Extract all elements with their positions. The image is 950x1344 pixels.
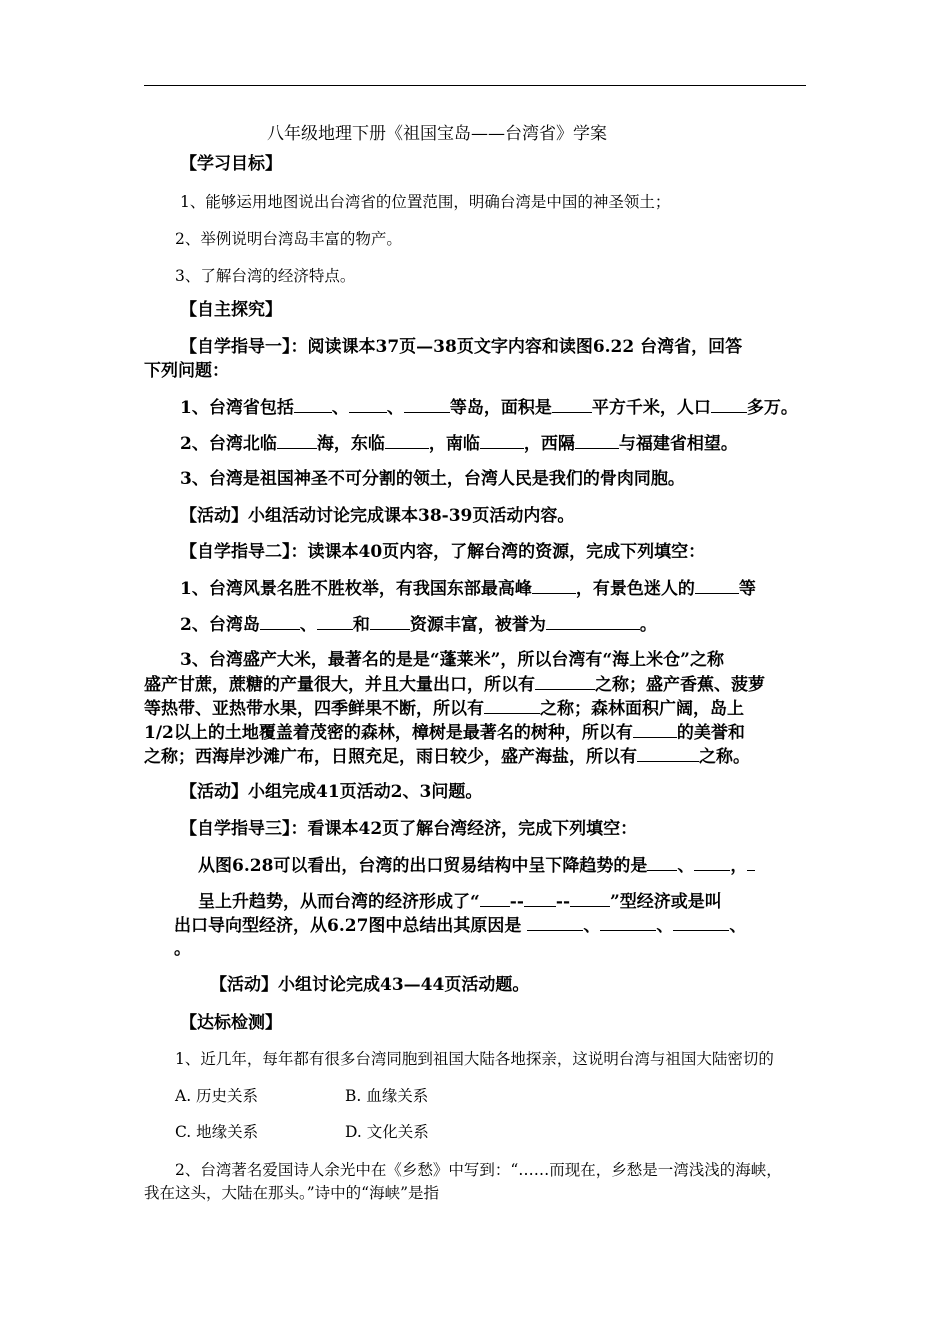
- guide1-head: 【自学指导一】: [180, 337, 291, 357]
- fill-blank: [532, 578, 576, 594]
- section-header-test: 【达标检测】: [180, 1013, 282, 1033]
- option-d: D. 文化关系: [345, 1123, 429, 1141]
- test-q2-line2: 我在这头，大陆在那头。”诗中的“海峡”是指: [144, 1184, 440, 1202]
- fill-blank: [317, 614, 353, 630]
- fill-blank: [552, 397, 592, 413]
- page-title: 八年级地理下册《祖国宝岛——台湾省》学案: [267, 124, 607, 144]
- goal-1: 1、能够运用地图说出台湾省的位置范围，明确台湾是中国的神圣领土；: [180, 193, 671, 211]
- guide3-line4: 。: [174, 939, 191, 959]
- fill-blank: [747, 855, 755, 871]
- fill-blank: [535, 674, 595, 690]
- activity1: 【活动】小组活动讨论完成课本38-39页活动内容。: [180, 506, 575, 526]
- fill-blank: [711, 397, 747, 413]
- guide3-line1: 从图6.28可以看出，台湾的出口贸易结构中呈下降趋势的是 、 ，: [198, 855, 755, 876]
- fill-blank: [633, 722, 677, 738]
- fill-blank: [575, 433, 619, 449]
- fill-blank: [695, 578, 739, 594]
- guide2-q3-line1: 3、台湾盛产大米，最著名的是是“蓬莱米”，所以台湾有“海上米仓”之称: [180, 650, 724, 670]
- activity2: 【活动】小组完成41页活动2、3问题。: [180, 782, 483, 802]
- fill-blank: [527, 915, 583, 931]
- fill-blank: [277, 433, 317, 449]
- fill-blank: [694, 855, 730, 871]
- guide1-text: ：阅读课本37页—38页文字内容和读图6.22 台湾省，回答: [290, 337, 743, 357]
- fill-blank: [294, 397, 332, 413]
- guide2-head: 【自学指导二】: [180, 542, 291, 562]
- guide2-q1: 1、台湾风景名胜不胜枚举，有我国东部最高峰 ，有景色迷人的 等: [180, 579, 756, 599]
- section-header-explore: 【自主探究】: [180, 300, 282, 320]
- guide3-line3: 出口导向型经济，从6.27图中总结出其原因是 、 、 、: [174, 916, 747, 936]
- guide1-q2: 2、台湾北临 海，东临 ，南临 ，西隔 与福建省相望。: [180, 434, 738, 454]
- fill-blank: [370, 614, 410, 630]
- guide3-intro: 【自学指导三】：看课本42页了解台湾经济，完成下列填空：: [180, 819, 638, 839]
- guide2-q3-line2: 盛产甘蔗，蔗糖的产量很大，并且大量出口，所以有 之称；盛产香蕉、菠萝: [144, 675, 765, 695]
- guide1-line2: 下列问题：: [144, 361, 229, 381]
- guide2-q3-line5: 之称；西海岸沙滩广布，日照充足，雨日较少，盛产海盐，所以有 之称。: [144, 747, 750, 767]
- guide3-head: 【自学指导三】: [180, 819, 291, 839]
- guide2-q3-line4: 1/2以上的土地覆盖着茂密的森林，樟树是最著名的树种，所以有 的美誉和: [144, 723, 745, 743]
- fill-blank: [480, 433, 524, 449]
- fill-blank: [349, 397, 387, 413]
- guide2-q3-line3: 等热带、亚热带水果，四季鲜果不断，所以有 之称；森林面积广阔，岛上: [144, 699, 744, 719]
- fill-blank: [673, 915, 729, 931]
- test-q2-line1: 2、台湾著名爱国诗人余光中在《乡愁》中写到：“……而现在，乡愁是一湾浅浅的海峡，: [175, 1161, 782, 1179]
- guide1-q1: 1、台湾省包括 、 、 等岛，面积是 平方千米，人口 多万。: [180, 398, 798, 418]
- goal-2: 2、举例说明台湾岛丰富的物产。: [175, 230, 402, 248]
- guide2-intro: 【自学指导二】：读课本40页内容，了解台湾的资源，完成下列填空：: [180, 542, 706, 562]
- fill-blank: [260, 614, 300, 630]
- fill-blank: [524, 891, 556, 907]
- fill-blank: [647, 855, 677, 871]
- fill-blank: [570, 891, 610, 907]
- option-c: C. 地缘关系: [175, 1123, 259, 1141]
- guide3-line2: 呈上升趋势，从而台湾的经济形成了“ -- -- ”型经济或是叫: [198, 892, 722, 912]
- fill-blank: [480, 891, 510, 907]
- fill-blank: [484, 698, 540, 714]
- fill-blank: [546, 614, 640, 630]
- guide1-q3: 3、台湾是祖国神圣不可分割的领土，台湾人民是我们的骨肉同胞。: [180, 469, 685, 489]
- fill-blank: [385, 433, 429, 449]
- guide2-q2: 2、台湾岛 、 和 资源丰富，被誉为 。: [180, 615, 657, 635]
- fill-blank: [404, 397, 450, 413]
- option-b: B. 血缘关系: [345, 1087, 429, 1105]
- test-q1: 1、近几年，每年都有很多台湾同胞到祖国大陆各地探亲，这说明台湾与祖国大陆密切的: [175, 1050, 774, 1068]
- option-a: A. 历史关系: [175, 1087, 259, 1105]
- section-header-goals: 【学习目标】: [180, 154, 282, 174]
- activity3: 【活动】小组讨论完成43—44页活动题。: [210, 975, 530, 995]
- fill-blank: [637, 746, 699, 762]
- guide1-line1: [180, 337, 742, 357]
- header-rule: [144, 85, 806, 86]
- fill-blank: [600, 915, 656, 931]
- goal-3: 3、了解台湾的经济特点。: [175, 267, 356, 285]
